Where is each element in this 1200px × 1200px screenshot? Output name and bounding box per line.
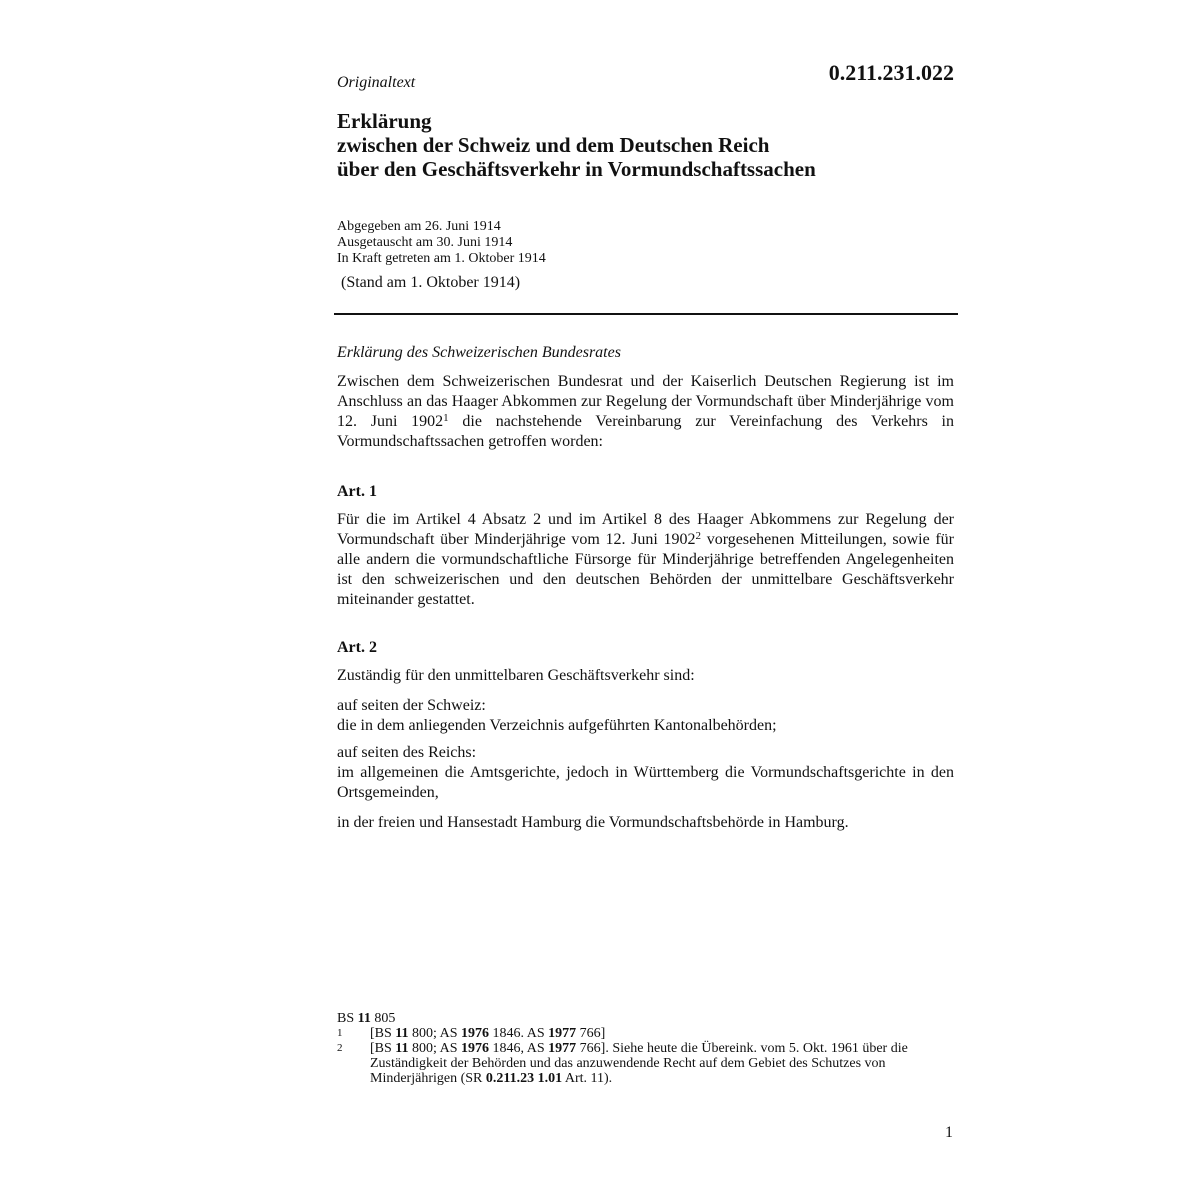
article-1-heading: Art. 1 (337, 483, 377, 500)
article-2-reich-block (337, 743, 954, 803)
section-heading: Erklärung des Schweizerischen Bundesrates (337, 344, 621, 361)
intro-text-1: Zwischen dem Schweizerischen Bundesrat und der Kaiserlich Deutschen Regierung ist im Anschluss an das Haager Abkommen zur Regelung der Vormundschaft über Minderjährige vom 12. Juni 1902 (337, 373, 954, 430)
dates-block (337, 219, 546, 267)
source-reference (337, 1011, 937, 1026)
intro-text-2: die nachstehende Vereinbarung zur Vereinfachung des Verkehrs in Vormundschaftssachen getroffen worden: (337, 413, 954, 450)
intro-paragraph (337, 372, 954, 452)
article-2-heading: Art. 2 (337, 639, 377, 656)
header-divider (334, 313, 958, 315)
reich-label: auf seiten des Reichs: (337, 744, 477, 761)
swiss-label: auf seiten der Schweiz: (337, 697, 486, 714)
art1-text-1: Für die im Artikel 4 Absatz 2 und im Artikel 8 des Haager Abkommens zur Regelung der Vormundschaft über Minderjährige vom 12. Juni 1902 (337, 511, 954, 548)
document-title (337, 109, 957, 181)
swiss-text: die in dem anliegenden Verzeichnis aufgeführten Kantonalbehörden; (337, 717, 777, 734)
footnote-2-text: [BS 11 800; AS 1976 1846, AS 1977 766]. Siehe heute die Übereink. vom 5. Okt. 1961 über die Zuständigkeit der Behörden und das anzuwendende Recht auf dem Gebiet des Schutzes von Minderjährigen (SR 0.211.23 1.01 Art. 11). (370, 1041, 908, 1086)
title-line-3: über den Geschäftsverkehr in Vormundschaftssachen (337, 157, 816, 181)
footnote-1-number: 1 (337, 1027, 343, 1039)
document-number: 0.211.231.022 (828, 60, 954, 85)
page-number: 1 (945, 1124, 953, 1141)
original-text-label: Originaltext (337, 74, 416, 91)
stand-date: (Stand am 1. Oktober 1914) (341, 274, 521, 291)
title-line-2: zwischen der Schweiz und dem Deutschen Reich (337, 133, 770, 157)
footnote-1 (337, 1026, 937, 1041)
art1-text-2: vorgesehenen Mitteilungen, sowie für alle andern die vormundschaftliche Fürsorge für Minderjährige betreffenden Angelegenheiten ist den schweizerischen und den deutschen Behörden der unmittelbare Geschäftsverkehr miteinander gestattet. (337, 531, 954, 608)
footnote-1-text: [BS 11 800; AS 1976 1846. AS 1977 766] (370, 1026, 606, 1041)
footnotes (337, 1011, 937, 1086)
article-2-lead: Zuständig für den unmittelbaren Geschäftsverkehr sind: (337, 667, 695, 684)
reich-text: im allgemeinen die Amtsgerichte, jedoch in Württemberg die Vormundschaftsgerichte in den Ortsgemeinden, (337, 764, 954, 801)
source-prefix: BS (337, 1011, 358, 1026)
title-line-1: Erklärung (337, 109, 432, 133)
footnote-2-number: 2 (337, 1042, 343, 1054)
footnote-ref-1[interactable]: 1 (443, 412, 449, 424)
footnote-ref-2[interactable]: 2 (695, 530, 702, 542)
footnote-2 (337, 1041, 937, 1086)
source-volume: 11 (357, 1011, 371, 1026)
date-in-kraft: In Kraft getreten am 1. Oktober 1914 (337, 251, 546, 266)
date-abgegeben: Abgegeben am 26. Juni 1914 (337, 219, 501, 234)
source-page: 805 (370, 1011, 396, 1026)
article-2-swiss-block (337, 696, 954, 736)
article-2-hamburg: in der freien und Hansestadt Hamburg die Vormundschaftsbehörde in Hamburg. (337, 814, 849, 831)
date-ausgetauscht: Ausgetauscht am 30. Juni 1914 (337, 235, 513, 250)
article-1-paragraph (337, 510, 954, 610)
